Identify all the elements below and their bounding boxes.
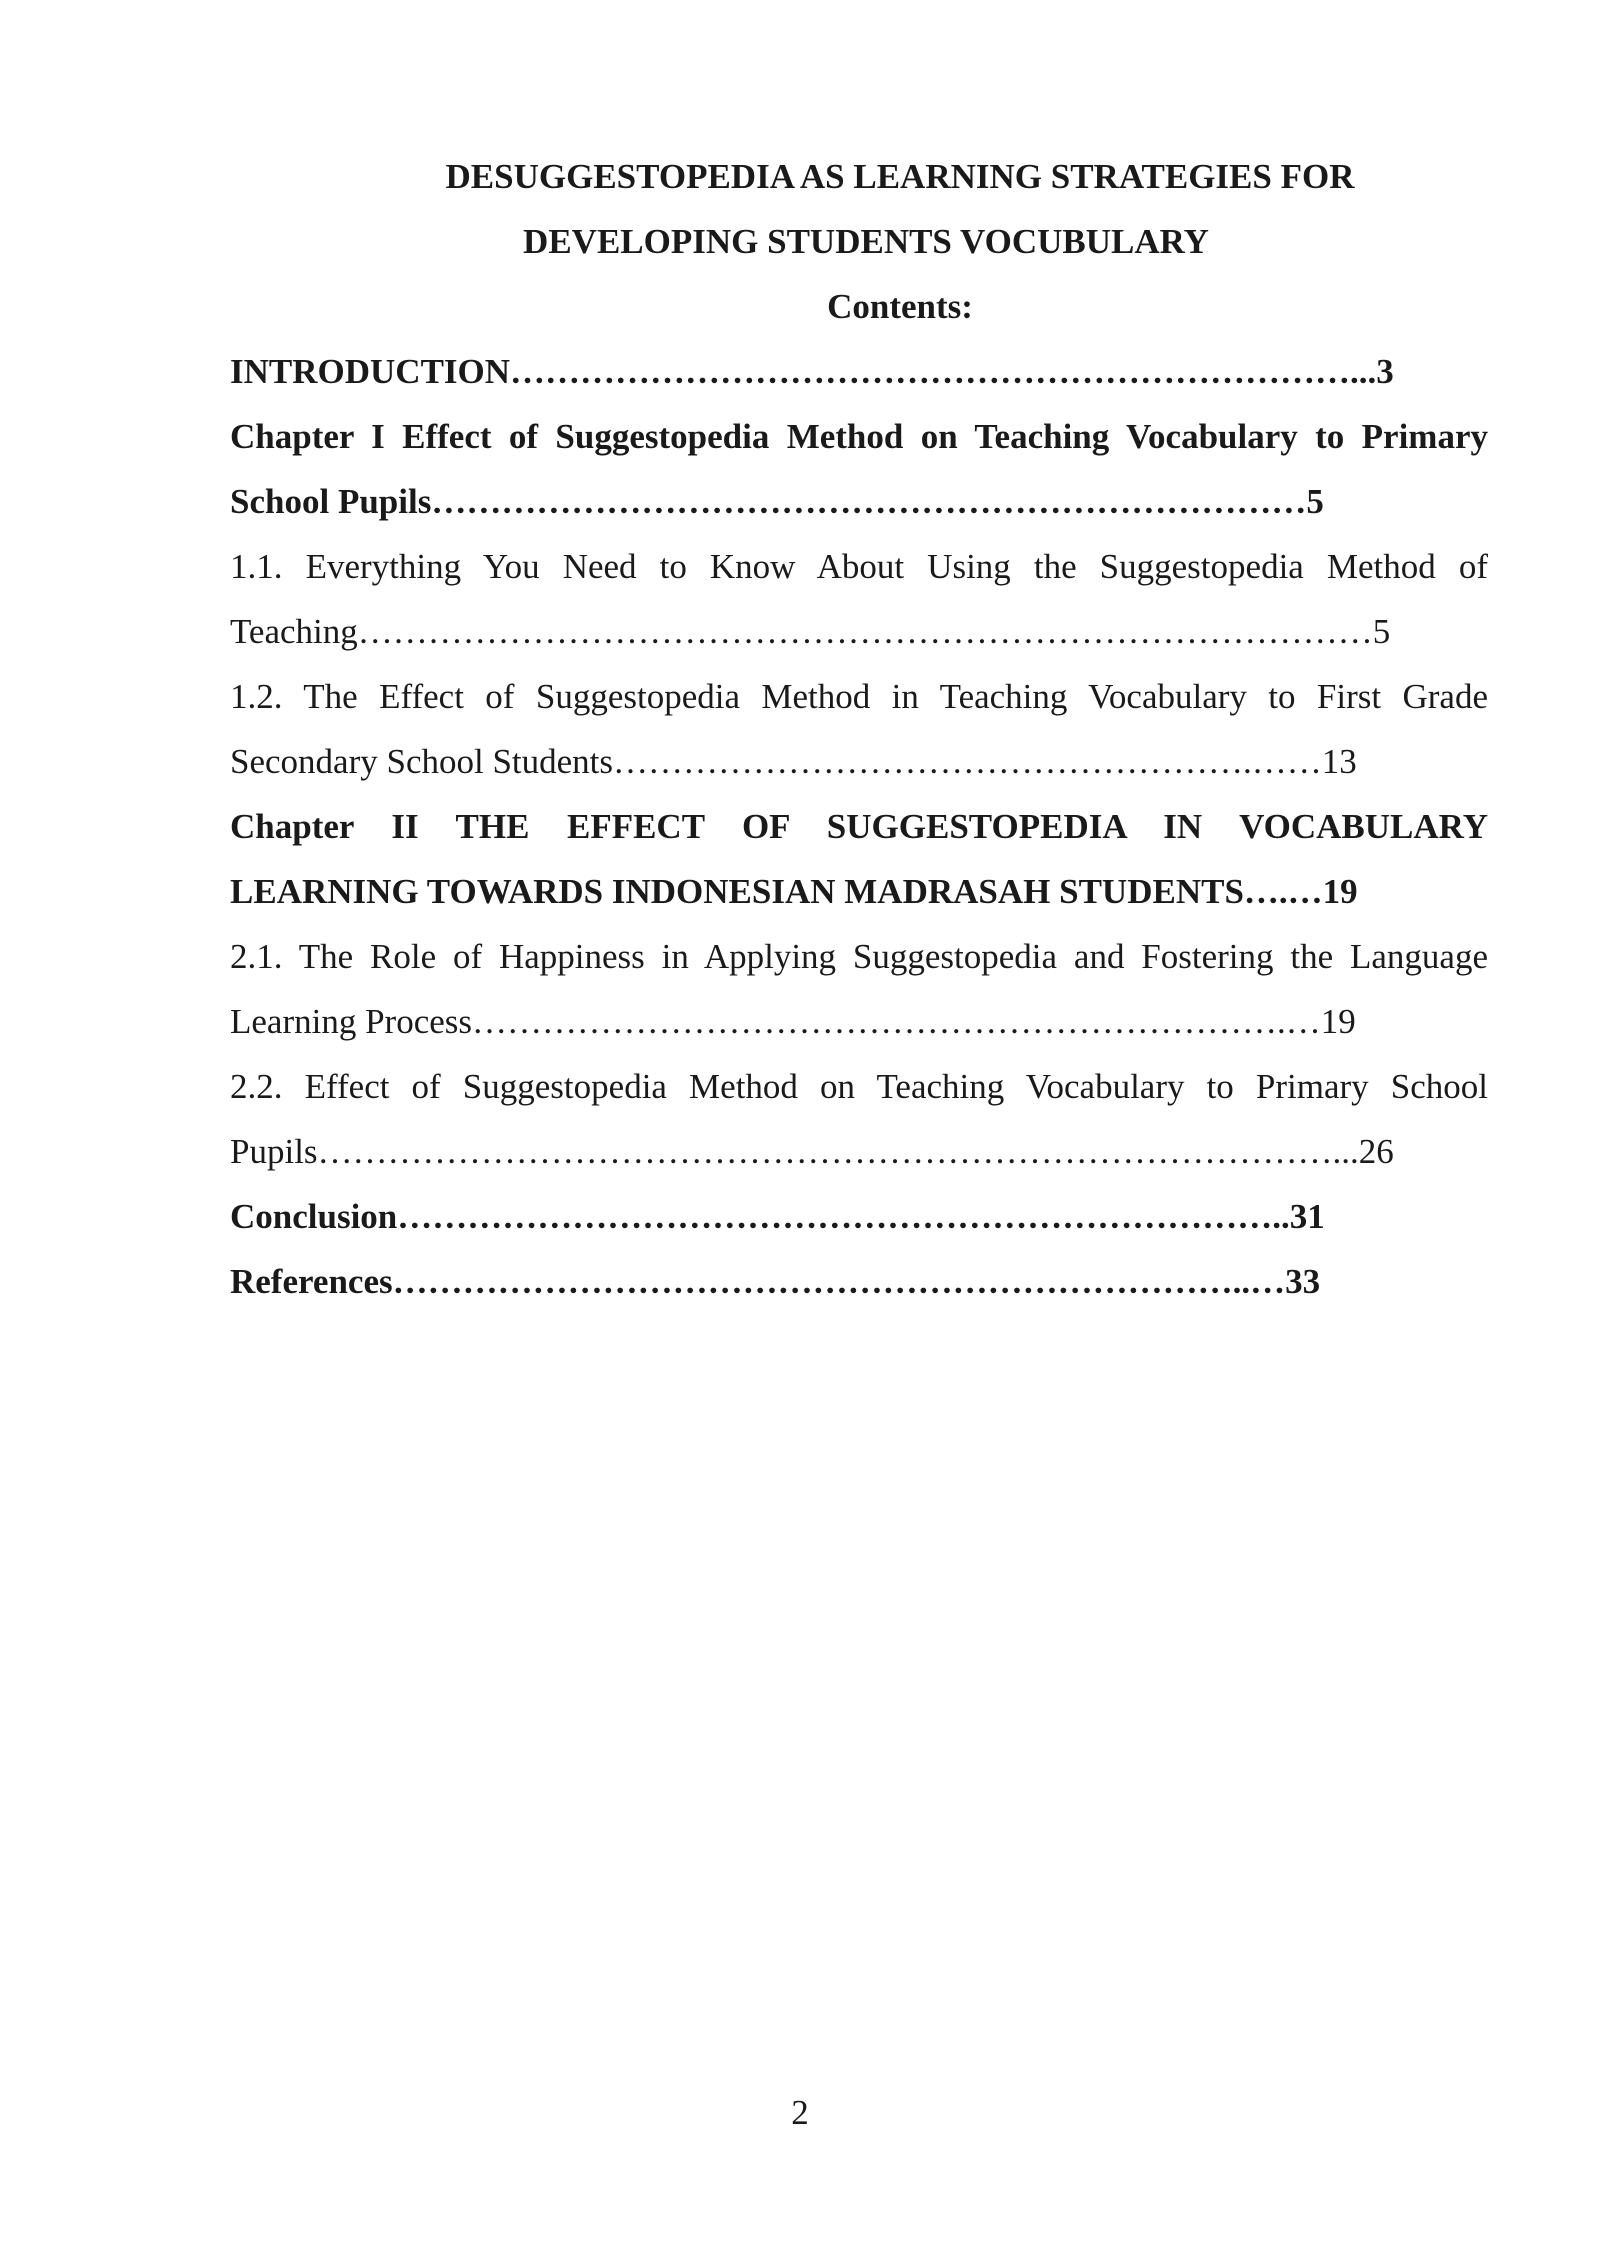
document-title-line-1: DESUGGESTOPEDIA AS LEARNING STRATEGIES FOR bbox=[445, 157, 1355, 196]
toc-entry-chapter-2-line-1: Chapter II THE EFFECT OF SUGGESTOPEDIA IN VOCABULARY bbox=[230, 807, 1488, 846]
toc-entry-conclusion: Conclusion…………………………………………………………………..31 bbox=[230, 1197, 1325, 1236]
toc-entry-introduction: INTRODUCTION………………………………………………………………...3 bbox=[230, 352, 1394, 391]
toc-entry-2-1-line-1: 2.1. The Role of Happiness in Applying Suggestopedia and Fostering the Language bbox=[230, 937, 1488, 976]
toc-entry-1-2-line-2: Secondary School Students……………………………………………….……13 bbox=[230, 742, 1357, 781]
toc-entry-2-1-line-2: Learning Process…………………………………………………………….…19 bbox=[230, 1002, 1356, 1041]
document-title-line-2: DEVELOPING STUDENTS VOCUBULARY bbox=[523, 222, 1209, 261]
toc-entry-chapter-1-line-1: Chapter I Effect of Suggestopedia Method on Teaching Vocabulary to Primary bbox=[230, 417, 1488, 456]
toc-entry-1-2-line-1: 1.2. The Effect of Suggestopedia Method in Teaching Vocabulary to First Grade bbox=[230, 677, 1488, 716]
toc-entry-2-2-line-2: Pupils……………………………………………………………………………...26 bbox=[230, 1132, 1394, 1171]
toc-entry-chapter-1-line-2: School Pupils…………………………………………………………………5 bbox=[230, 482, 1324, 521]
toc-entry-chapter-2-line-2: LEARNING TOWARDS INDONESIAN MADRASAH STUDENTS….…19 bbox=[230, 872, 1358, 911]
contents-heading: Contents: bbox=[827, 287, 973, 326]
toc-entry-1-1-line-2: Teaching……………………………………………………………………………5 bbox=[230, 612, 1391, 651]
page-number: 2 bbox=[791, 2093, 809, 2132]
toc-entry-references: References………………………………………………………………..…33 bbox=[230, 1262, 1321, 1301]
toc-entry-2-2-line-1: 2.2. Effect of Suggestopedia Method on Teaching Vocabulary to Primary School bbox=[230, 1067, 1488, 1106]
toc-entry-1-1-line-1: 1.1. Everything You Need to Know About Using the Suggestopedia Method of bbox=[230, 547, 1488, 586]
